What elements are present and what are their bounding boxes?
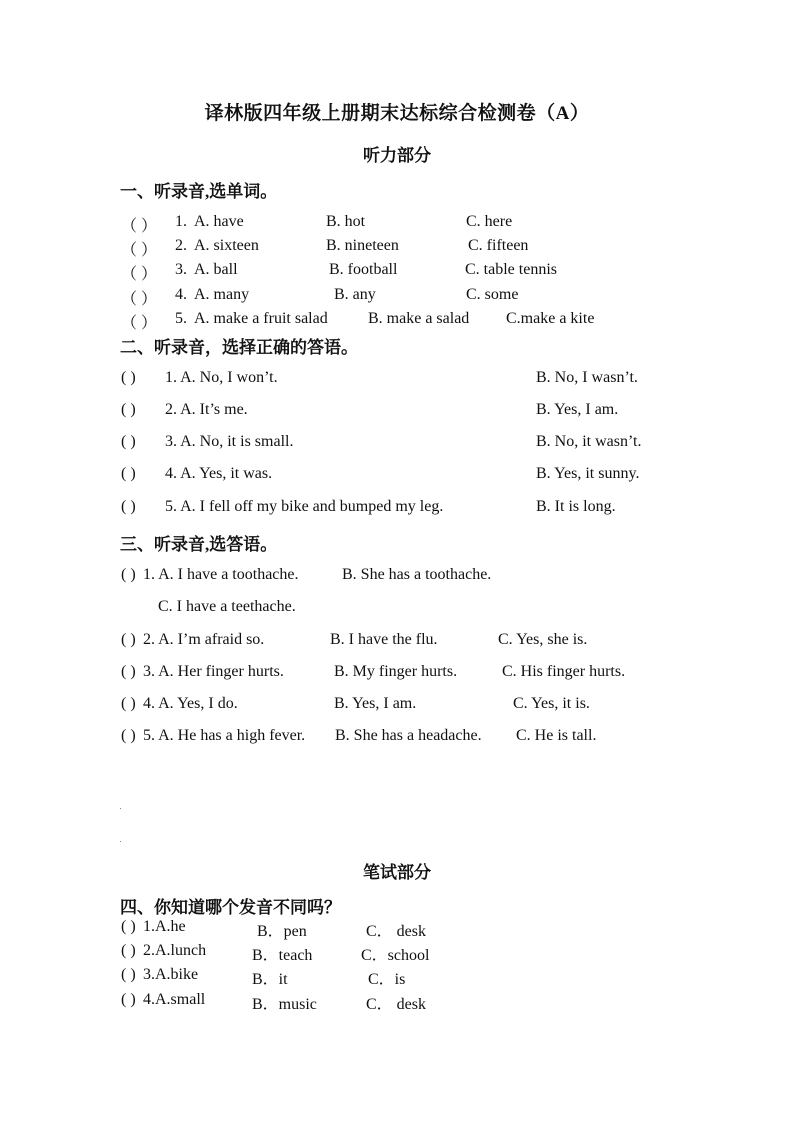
option-a: 5. A. He has a high fever.: [143, 727, 306, 744]
option-a: A. many: [194, 286, 250, 303]
question-number: 2.: [175, 237, 187, 254]
option-a: 3. A. No, it is small.: [165, 433, 294, 450]
question-row: [0, 213, 794, 235]
option-c: C. His finger hurts.: [502, 663, 626, 680]
option-c: C. here: [466, 213, 513, 230]
question-row: [0, 727, 794, 749]
option-a: 5. A. I fell off my bike and bumped my leg.: [165, 498, 444, 515]
question-row: [0, 695, 794, 717]
option-b: B. nineteen: [326, 237, 399, 254]
question-row: [0, 286, 794, 308]
option-c: C. fifteen: [468, 237, 529, 254]
option-a: 4.A.small: [143, 991, 206, 1008]
answer-blank[interactable]: ( ): [121, 727, 136, 744]
answer-blank[interactable]: （ ）: [121, 242, 158, 259]
answer-blank[interactable]: （ ）: [121, 266, 158, 283]
answer-blank[interactable]: ( ): [121, 966, 136, 983]
question-number: 3.: [175, 261, 187, 278]
option-b: B. She has a toothache.: [342, 566, 492, 583]
option-c: C. some: [466, 286, 519, 303]
option-a: 2. A. I’m afraid so.: [143, 631, 265, 648]
question-row-continued: [0, 598, 794, 620]
section-4-heading: 四、你知道哪个发音不同吗？: [120, 898, 341, 917]
stray-mark: [120, 808, 121, 809]
option-a: 1. A. I have a toothache.: [143, 566, 299, 583]
option-a: 1. A. No, I won’t.: [165, 369, 278, 386]
page-title: 译林版四年级上册期末达标综合检测卷（A）: [204, 103, 590, 124]
question-row: [0, 465, 794, 487]
question-row: [0, 918, 794, 940]
answer-blank[interactable]: ( ): [121, 991, 136, 1008]
answer-blank[interactable]: ( ): [121, 566, 136, 583]
option-c: C．school: [361, 947, 430, 964]
question-row: [0, 663, 794, 685]
answer-blank[interactable]: ( ): [121, 942, 136, 959]
question-row: [0, 261, 794, 283]
answer-blank[interactable]: ( ): [121, 631, 136, 648]
option-b: B. football: [329, 261, 398, 278]
option-b: B．music: [252, 996, 317, 1013]
question-number: 5.: [175, 310, 187, 327]
option-b: B. hot: [326, 213, 366, 230]
stray-mark: [120, 841, 121, 842]
option-a: 4. A. Yes, it was.: [165, 465, 273, 482]
question-number: 4.: [175, 286, 187, 303]
option-a: 2. A. It’s me.: [165, 401, 248, 418]
question-row: [0, 401, 794, 423]
question-row: [0, 433, 794, 455]
option-b: B. I have the flu.: [330, 631, 438, 648]
option-b: B. No, I wasn’t.: [536, 369, 638, 386]
option-b: B. Yes, it sunny.: [536, 465, 640, 482]
option-c: C. table tennis: [465, 261, 557, 278]
option-b: B. Yes, I am.: [334, 695, 417, 712]
option-b: B. My finger hurts.: [334, 663, 458, 680]
option-a: A. make a fruit salad: [194, 310, 328, 327]
question-row: [0, 631, 794, 653]
answer-blank[interactable]: ( ): [121, 369, 136, 386]
question-row: [0, 942, 794, 964]
option-b: B．teach: [252, 947, 313, 964]
answer-blank[interactable]: ( ): [121, 401, 136, 418]
option-b: B. make a salad: [368, 310, 470, 327]
question-row: [0, 310, 794, 332]
answer-blank[interactable]: ( ): [121, 465, 136, 482]
option-b: B．pen: [257, 923, 307, 940]
option-a: 3.A.bike: [143, 966, 199, 983]
option-a: A. ball: [194, 261, 238, 278]
section-1-heading: 一、听录音,选单词。: [120, 182, 278, 201]
option-c: C. He is tall.: [516, 727, 597, 744]
option-a: A. have: [194, 213, 244, 230]
question-row: [0, 966, 794, 988]
section-3-heading: 三、听录音,选答语。: [120, 535, 278, 554]
part-writing-heading: 笔试部分: [363, 863, 431, 882]
answer-blank[interactable]: ( ): [121, 498, 136, 515]
option-a: 1.A.he: [143, 918, 186, 935]
question-row: [0, 237, 794, 259]
option-b: B. No, it wasn’t.: [536, 433, 642, 450]
question-row: [0, 369, 794, 391]
answer-blank[interactable]: （ ）: [121, 218, 158, 235]
answer-blank[interactable]: ( ): [121, 663, 136, 680]
option-a: 3. A. Her finger hurts.: [143, 663, 284, 680]
option-c: C． desk: [366, 996, 427, 1013]
option-a: 2.A.lunch: [143, 942, 207, 959]
option-c: C.make a kite: [506, 310, 595, 327]
answer-blank[interactable]: （ ）: [121, 291, 158, 308]
section-2-heading: 二、听录音，选择正确的答语。: [120, 338, 358, 357]
option-a: 4. A. Yes, I do.: [143, 695, 238, 712]
answer-blank[interactable]: （ ）: [121, 315, 158, 332]
answer-blank[interactable]: ( ): [121, 695, 136, 712]
question-row: [0, 498, 794, 520]
option-b: B. Yes, I am.: [536, 401, 619, 418]
option-c: C. I have a teethache.: [158, 598, 296, 615]
option-c: C. Yes, she is.: [498, 631, 588, 648]
part-listening-heading: 听力部分: [363, 146, 431, 165]
option-a: A. sixteen: [194, 237, 259, 254]
option-b: B. It is long.: [536, 498, 616, 515]
answer-blank[interactable]: ( ): [121, 918, 136, 935]
option-c: C． desk: [366, 923, 427, 940]
option-c: C. Yes, it is.: [513, 695, 590, 712]
answer-blank[interactable]: ( ): [121, 433, 136, 450]
question-number: 1.: [175, 213, 187, 230]
option-b: B. any: [334, 286, 376, 303]
question-row: [0, 991, 794, 1013]
option-b: B．it: [252, 971, 288, 988]
option-c: C．is: [368, 971, 406, 988]
option-b: B. She has a headache.: [335, 727, 482, 744]
question-row: [0, 566, 794, 588]
